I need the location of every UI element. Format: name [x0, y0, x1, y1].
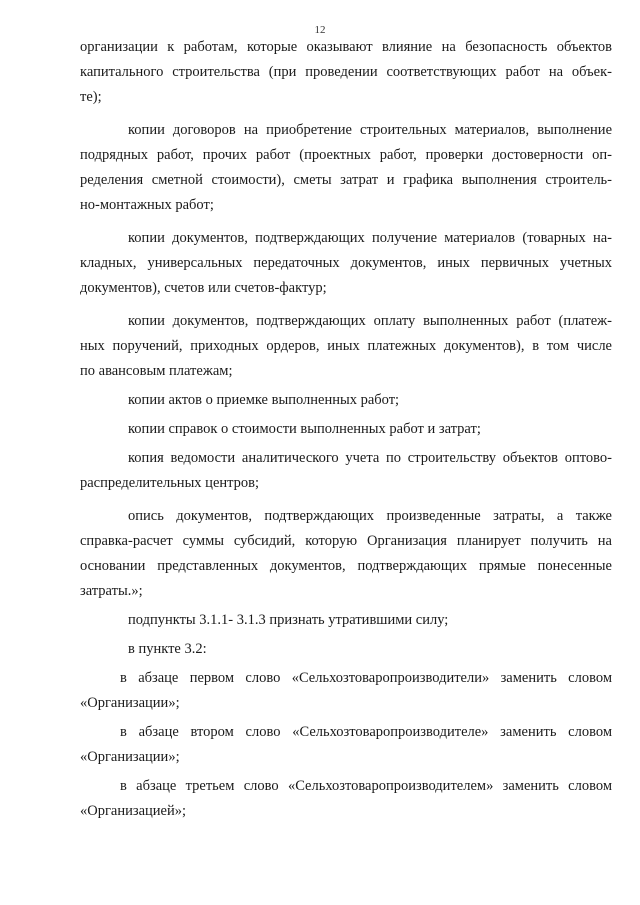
text-line: подпункты 3.1.1- 3.1.3 признать утратившими силу;: [128, 612, 449, 628]
text-line: копии документов, подтверждающих оплату выполненных работ (платеж-: [128, 313, 612, 329]
text-line: справка-расчет суммы субсидий, которую Организация планирует получить на: [80, 533, 612, 549]
text-line: организации к работам, которые оказывают влияние на безопасность объектов: [80, 39, 612, 55]
text-line: кладных, универсальных передаточных документов, иных первичных учетных: [80, 255, 612, 271]
page-number: 12: [314, 24, 326, 36]
text-line: копии документов, подтверждающих получение материалов (товарных на-: [128, 230, 612, 246]
text-line: в абзаце первом слово «Сельхозтоваропроизводители» заменить словом: [120, 670, 612, 686]
text-line: копии справок о стоимости выполненных работ и затрат;: [128, 421, 481, 437]
text-line: в абзаце третьем слово «Сельхозтоваропроизводителем» заменить словом: [120, 778, 612, 794]
text-line: затраты.»;: [80, 583, 143, 599]
text-line: опись документов, подтверждающих произведенные затраты, а также: [128, 508, 612, 524]
text-line: ных поручений, приходных ордеров, иных платежных документов), в том числе: [80, 338, 612, 354]
text-line: основании представленных документов, подтверждающих прямые понесенные: [80, 558, 612, 574]
text-line: распределительных центров;: [80, 475, 260, 491]
text-line: капитального строительства (при проведении соответствующих работ на объек-: [80, 64, 612, 80]
text-line: те);: [80, 89, 102, 105]
text-line: копии договоров на приобретение строительных материалов, выполнение: [128, 122, 612, 138]
text-line: ределения сметной стоимости), сметы затрат и графика выполнения строитель-: [80, 172, 612, 188]
text-line: «Организации»;: [80, 749, 180, 765]
text-line: но-монтажных работ;: [80, 197, 214, 213]
text-line: в пункте 3.2:: [128, 641, 207, 657]
text-line: подрядных работ, прочих работ (проектных работ, проверки достоверности оп-: [80, 147, 612, 163]
text-line: документов), счетов или счетов-фактур;: [80, 280, 327, 296]
text-line: по авансовым платежам;: [80, 363, 233, 379]
text-line: «Организацией»;: [80, 803, 187, 819]
text-line: копии актов о приемке выполненных работ;: [128, 392, 400, 408]
text-line: копия ведомости аналитического учета по строительству объектов оптово-: [128, 450, 612, 466]
text-line: «Организации»;: [80, 695, 180, 711]
text-line: в абзаце втором слово «Сельхозтоваропроизводителе» заменить словом: [120, 724, 612, 740]
